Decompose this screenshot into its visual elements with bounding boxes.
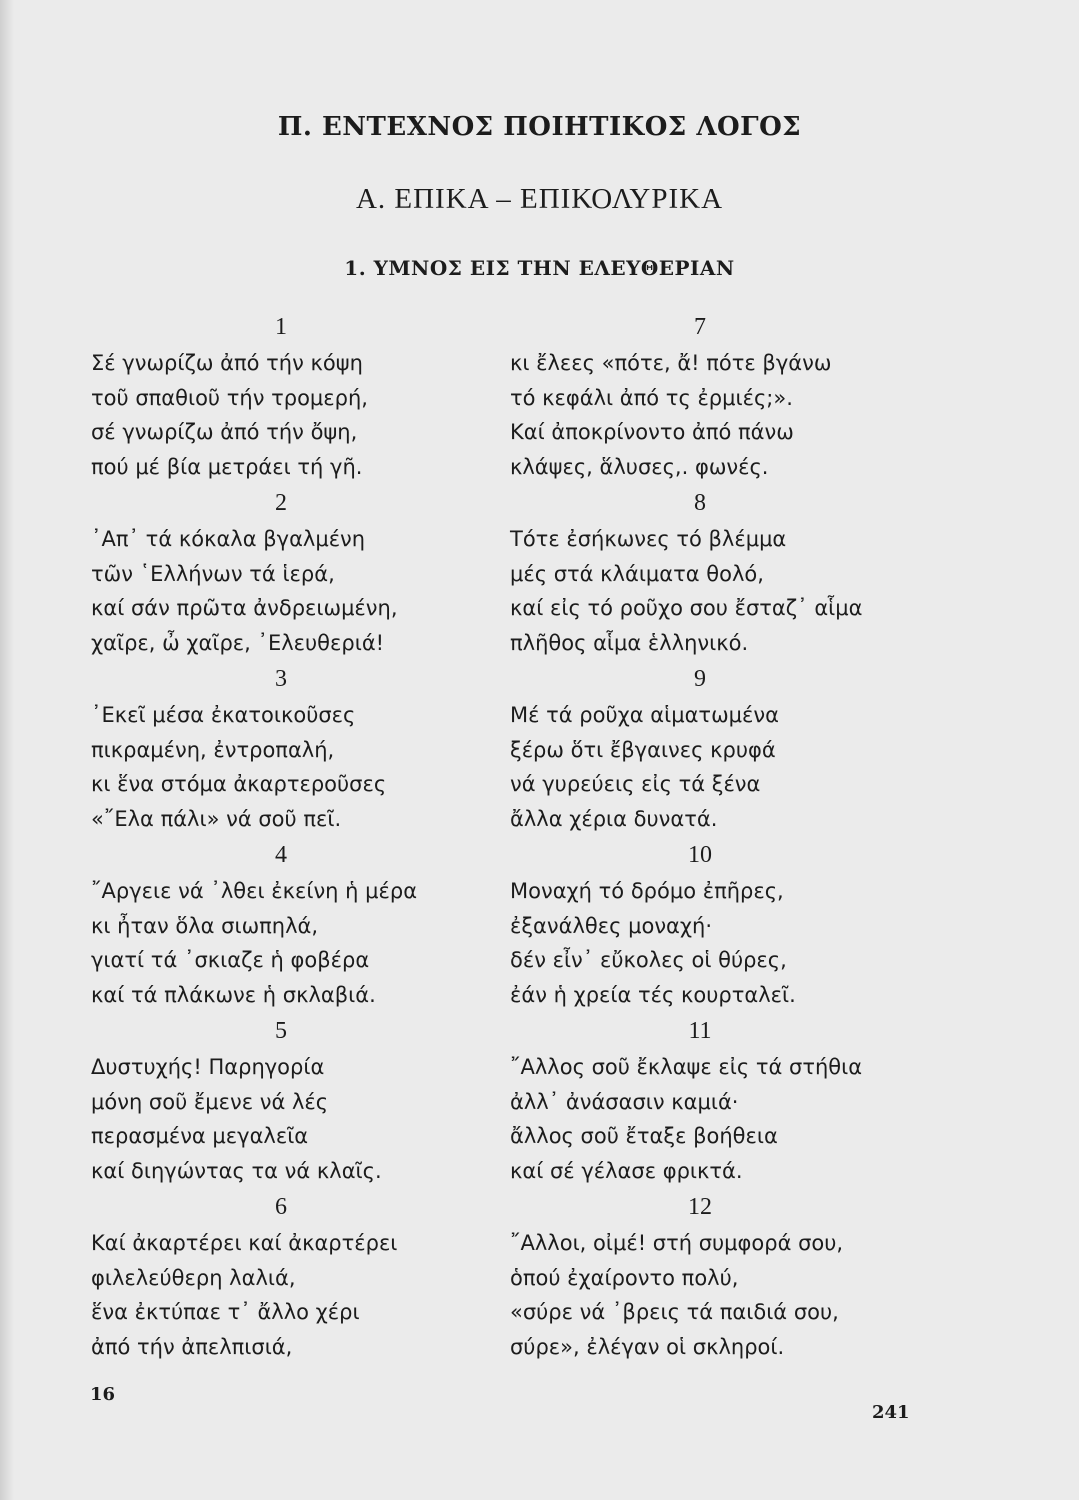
verse-line: τῶν ῾Ελλήνων τά ἱερά, xyxy=(91,561,335,586)
stanza-number: 3 xyxy=(275,666,287,692)
verse-line: ῎Αλλοι, οἰμέ! στή συμφορά σου, xyxy=(510,1231,844,1255)
verse-line: κι ἦταν ὅλα σιωπηλά, xyxy=(91,913,319,938)
signature-mark: 16 xyxy=(90,1384,116,1405)
verse-line: Τότε ἐσήκωνες τό βλέμμα xyxy=(510,527,787,551)
verse-line: χαῖρε, ὦ χαῖρε, ᾿Ελευθεριά! xyxy=(91,630,385,655)
verse-line: Δυστυχής! Παρηγορία xyxy=(91,1055,325,1079)
verse-line: σύρε», ἐλέγαν οἱ σκληροί. xyxy=(510,1334,785,1359)
verse-line: πλῆθος αἷμα ἑλληνικό. xyxy=(510,630,749,655)
stanza xyxy=(510,836,950,1012)
verse-line: κι ἔλεες «πότε, ἄ! πότε βγάνω xyxy=(510,351,832,375)
verse-line: τό κεφάλι ἀπό τς ἐρμιές;». xyxy=(510,385,793,410)
verse-line: κλάψες, ἅλυσες,. φωνές. xyxy=(510,454,769,479)
verse-line: μόνη σοῦ ἔμενε νά λές xyxy=(91,1089,329,1114)
verse-line: ἐάν ἡ χρεία τές κουρταλεῖ. xyxy=(510,982,796,1007)
stanza-number: 4 xyxy=(275,842,287,868)
stanza-number: 11 xyxy=(688,1018,712,1044)
stanza xyxy=(510,660,950,836)
verse-line: «σύρε νά ᾿βρεις τά παιδιά σου, xyxy=(510,1300,839,1324)
verse-line: Σέ γνωρίζω ἀπό τήν κόψη xyxy=(91,351,363,375)
verse-line: περασμένα μεγαλεῖα xyxy=(91,1124,309,1148)
verse-line: καί εἰς τό ροῦχο σου ἔσταζ᾿ αἷμα xyxy=(510,596,863,620)
subsection-heading: Α. ΕΠΙΚΑ – ΕΠΙΚΟΛΥΡΙΚΑ xyxy=(355,183,724,215)
right-column xyxy=(510,308,950,1364)
verse-line: φιλελεύθερη λαλιά, xyxy=(91,1265,296,1290)
verse-line: ῎Αργειε νά ᾿λθει ἐκείνη ἡ μέρα xyxy=(91,879,418,903)
verse-line: πού μέ βία μετράει τή γῆ. xyxy=(91,454,363,479)
verse-line: ᾿Απ᾿ τά κόκαλα βγαλμένη xyxy=(91,527,366,551)
verse-line: ἐξανάλθες μοναχή· xyxy=(510,913,713,938)
verse-line: «῎Ελα πάλι» νά σοῦ πεῖ. xyxy=(91,806,342,831)
verse-line: τοῦ σπαθιοῦ τήν τρομερή, xyxy=(91,385,368,410)
stanza-number: 12 xyxy=(688,1194,712,1220)
stanza-number: 6 xyxy=(275,1194,287,1220)
verse-line: μές στά κλάιματα θολό, xyxy=(510,561,764,586)
verse-line: σέ γνωρίζω ἀπό τήν ὄψη, xyxy=(91,420,358,444)
section-heading: Π. ΕΝΤΕΧΝΟΣ ΠΟΙΗΤΙΚΟΣ ΛΟΓΟΣ xyxy=(277,112,802,142)
verse-line: Μέ τά ροῦχα αἱματωμένα xyxy=(510,703,779,727)
page-number: 241 xyxy=(872,1402,910,1423)
verse-line: νά γυρεύεις εἰς τά ξένα xyxy=(510,772,761,796)
verse-line: ᾿Εκεῖ μέσα ἐκατοικοῦσες xyxy=(91,703,356,727)
stanza xyxy=(510,308,950,484)
stanza-number: 10 xyxy=(688,842,712,868)
verse-line: καί τά πλάκωνε ἡ σκλαβιά. xyxy=(91,982,376,1007)
page-binding-edge xyxy=(0,0,14,1500)
stanza-number: 7 xyxy=(694,314,706,340)
verse-line: πικραμένη, ἐντροπαλή, xyxy=(91,737,335,762)
verse-line: ἀλλ᾿ ἀνάσασιν καμιά· xyxy=(510,1089,739,1114)
verse-line: γιατί τά ᾿σκιαζε ἡ φοβέρα xyxy=(91,948,370,972)
verse-line: ὁπού ἐχαίροντο πολύ, xyxy=(510,1265,739,1290)
stanza xyxy=(91,836,531,1012)
poem-title: 1. ΥΜΝΟΣ ΕΙΣ ΤΗΝ ΕΛΕΥΘΕΡΙΑΝ xyxy=(344,256,735,280)
stanza-number: 1 xyxy=(275,314,287,340)
verse-line: ἄλλος σοῦ ἔταξε βοήθεια xyxy=(510,1124,778,1148)
stanza-number: 9 xyxy=(694,666,706,692)
left-column xyxy=(91,308,531,1364)
verse-line: καί διηγώντας τα νά κλαῖς. xyxy=(91,1158,382,1183)
stanza xyxy=(91,308,531,484)
verse-line: καί σέ γέλασε φρικτά. xyxy=(510,1158,743,1183)
verse-line: ἀπό τήν ἀπελπισιά, xyxy=(91,1334,293,1359)
verse-line: ἄλλα χέρια δυνατά. xyxy=(510,806,718,831)
stanza xyxy=(91,1188,531,1364)
stanza xyxy=(510,1012,950,1188)
stanza-number: 2 xyxy=(275,490,287,516)
verse-line: κι ἕνα στόμα ἀκαρτεροῦσες xyxy=(91,772,387,796)
stanza xyxy=(91,484,531,660)
verse-line: καί σάν πρῶτα ἀνδρειωμένη, xyxy=(91,596,398,620)
stanza xyxy=(91,1012,531,1188)
stanza xyxy=(91,660,531,836)
verse-line: δέν εἶν᾿ εὔκολες οἱ θύρες, xyxy=(510,948,787,972)
stanza xyxy=(510,1188,950,1364)
verse-line: Μοναχή τό δρόμο ἐπῆρες, xyxy=(510,879,784,903)
verse-line: ῎Αλλος σοῦ ἔκλαψε εἰς τά στήθια xyxy=(510,1055,863,1079)
stanza-number: 5 xyxy=(275,1018,287,1044)
stanza-number: 8 xyxy=(694,490,706,516)
verse-line: Καί ἀποκρίνοντο ἀπό πάνω xyxy=(510,420,794,444)
verse-line: ἕνα ἐκτύπαε τ᾿ ἄλλο χέρι xyxy=(91,1300,360,1324)
stanza xyxy=(510,484,950,660)
verse-line: Καί ἀκαρτέρει καί ἀκαρτέρει xyxy=(91,1231,398,1255)
verse-line: ξέρω ὅτι ἔβγαινες κρυφά xyxy=(510,737,776,762)
